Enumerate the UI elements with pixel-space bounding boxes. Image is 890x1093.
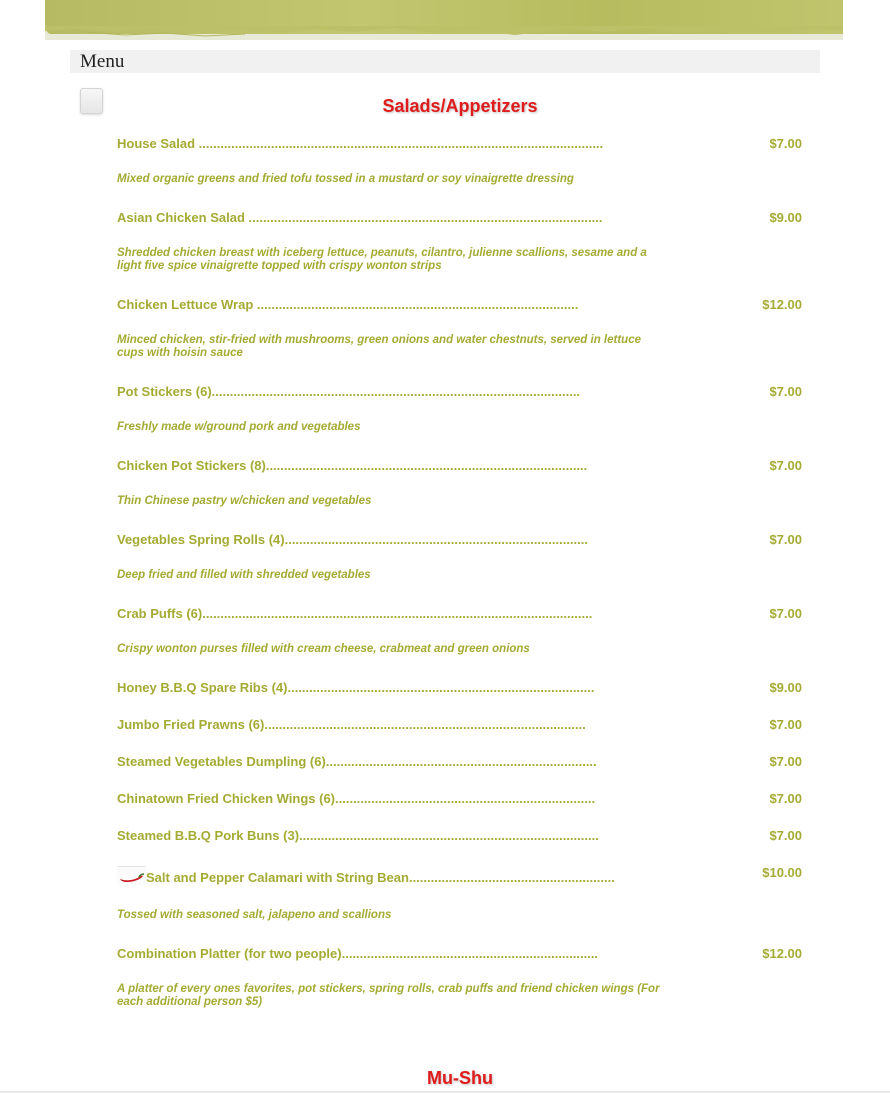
menu-item-price: $9.00 xyxy=(769,210,802,225)
section-title-salads: Salads/Appetizers xyxy=(382,96,538,116)
menu-item-description: Minced chicken, stir-fried with mushrooms, green onions and water chestnuts, served in lettuce cups with hoisin sauce xyxy=(117,334,642,359)
menu-item-name: Jumbo Fried Prawns (6)......................................................................................... xyxy=(117,717,586,732)
menu-item-name: Honey B.B.Q Spare Ribs (4)..................................................................................... xyxy=(117,680,595,695)
menu-item-name: Asian Chicken Salad .................................................................................................. xyxy=(117,210,603,225)
menu-item-description: Mixed organic greens and fried tofu tossed in a mustard or soy vinaigrette dressing xyxy=(117,173,574,185)
menu-item-price: $7.00 xyxy=(769,532,802,547)
menu-item-spicy xyxy=(117,866,677,885)
top-banner xyxy=(45,0,843,40)
menu-bar xyxy=(70,50,820,73)
menu-item-name: Chicken Lettuce Wrap ......................................................................................... xyxy=(117,297,579,312)
menu-item-name: House Salad ................................................................................................................ xyxy=(117,136,604,151)
menu-item-name: Pot Stickers (6)...................................................................................................... xyxy=(117,384,581,399)
menu-item-description: Deep fried and filled with shredded vegetables xyxy=(117,569,371,581)
section-title-mu-shu: Mu-Shu xyxy=(427,1068,493,1088)
menu-item-description: Crispy wonton purses filled with cream cheese, crabmeat and green onions xyxy=(117,643,530,655)
menu-item-price: $12.00 xyxy=(762,946,802,961)
menu-item-description: Freshly made w/ground pork and vegetables xyxy=(117,421,361,433)
menu-item-description: Thin Chinese pastry w/chicken and vegetables xyxy=(117,495,372,507)
menu-item-price: $7.00 xyxy=(769,717,802,732)
menu-item-name: Crab Puffs (6)............................................................................................................ xyxy=(117,606,593,621)
menu-item-price: $7.00 xyxy=(769,384,802,399)
menu-item-price: $9.00 xyxy=(769,680,802,695)
menu-item-description: Shredded chicken breast with iceberg lettuce, peanuts, cilantro, julienne scallions, sesame and a light five spice vinaigrette topped with crispy wonton strips xyxy=(117,247,647,272)
menu-item-name: Vegetables Spring Rolls (4).................................................................................... xyxy=(117,532,588,547)
menu-item-name: Steamed Vegetables Dumpling (6)........................................................................... xyxy=(117,754,597,769)
chili-pepper-icon xyxy=(117,866,146,885)
menu-item-name: Chinatown Fried Chicken Wings (6)........................................................................ xyxy=(117,791,596,806)
menu-item-price: $7.00 xyxy=(769,458,802,473)
menu-item-price: $12.00 xyxy=(762,297,802,312)
banner-brush-edge xyxy=(45,26,843,38)
menu-label: Menu xyxy=(80,51,125,72)
menu-item-price: $7.00 xyxy=(769,606,802,621)
menu-item-name: Combination Platter (for two people)....................................................................... xyxy=(117,946,599,961)
menu-item-name: Chicken Pot Stickers (8)......................................................................................... xyxy=(117,458,588,473)
menu-item-description: A platter of every ones favorites, pot stickers, spring rolls, crab puffs and friend chicken wings (For each additional person $5) xyxy=(117,983,660,1008)
menu-item-price: $7.00 xyxy=(769,791,802,806)
menu-item-price: $7.00 xyxy=(769,136,802,151)
menu-item-price: $10.00 xyxy=(762,865,802,880)
menu-item-price: $7.00 xyxy=(769,828,802,843)
menu-item-name: Steamed B.B.Q Pork Buns (3)................................................................................... xyxy=(117,828,599,843)
menu-item-description: Tossed with seasoned salt, jalapeno and scallions xyxy=(117,909,392,921)
menu-item-price: $7.00 xyxy=(769,754,802,769)
menu-item-name: Salt and Pepper Calamari with String Bean......................................................... xyxy=(146,870,615,885)
